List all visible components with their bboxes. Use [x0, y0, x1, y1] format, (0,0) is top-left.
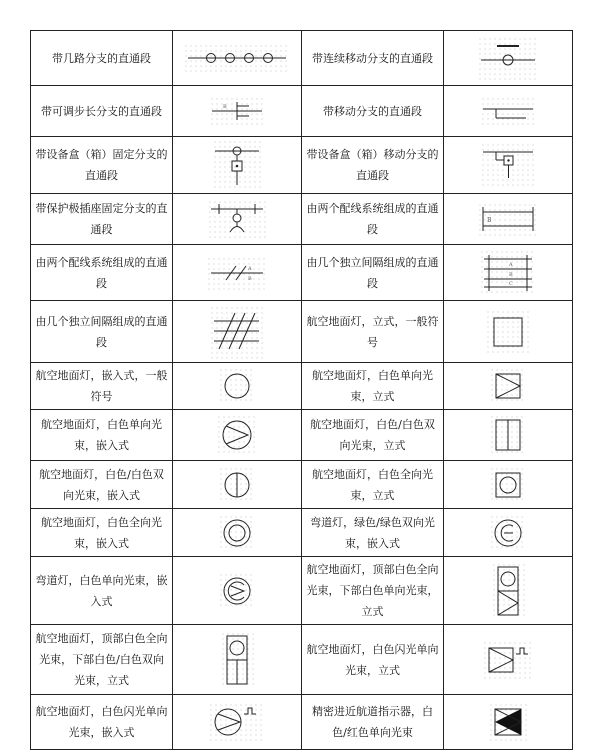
symbol-cell [173, 509, 302, 557]
svg-text:C: C [509, 280, 513, 287]
symbol-cell [444, 461, 573, 509]
symbol-description: 带设备盒（箱）固定分支的直通段 [31, 137, 173, 194]
busway-adjustable-step-branch-icon [209, 96, 265, 126]
table-row [31, 509, 573, 557]
table-row [31, 245, 573, 301]
symbol-description: 航空地面灯，嵌入式，一般符号 [31, 363, 173, 410]
table-row [31, 461, 573, 509]
symbol-description: 带连续移动分支的直通段 [302, 31, 444, 86]
svg-text:B: B [223, 104, 227, 110]
symbol-cell [444, 410, 573, 461]
symbol-cell [444, 245, 573, 301]
symbol-cell [173, 137, 302, 194]
symbol-description: 精密进近航道指示器，白色/红色单向光束 [302, 695, 444, 750]
table-row [31, 625, 573, 695]
busway-fixed-box-branch-icon [212, 139, 262, 191]
symbol-description: 带移动分支的直通段 [302, 86, 444, 137]
symbol-cell [173, 410, 302, 461]
symbol-description: 由两个配线系统组成的直通段 [31, 245, 173, 301]
symbol-description: 航空地面灯，白色单向光束，嵌入式 [31, 410, 173, 461]
aero-ground-light-inset-icon [218, 367, 256, 405]
white-omnidirectional-elevated-icon [489, 466, 527, 504]
symbol-cell [173, 301, 302, 363]
white-white-bidirectional-inset-icon [218, 466, 256, 504]
symbol-description: 航空地面灯，白色单向光束，立式 [302, 363, 444, 410]
symbol-description: 由几个独立间隔组成的直通段 [31, 301, 173, 363]
aero-ground-light-elevated-icon [485, 309, 531, 355]
busway-multi-branch-icon [183, 43, 291, 73]
white-white-bidirectional-elevated-icon [489, 414, 527, 456]
svg-text:A: A [509, 261, 513, 268]
papi-white-red-icon [488, 702, 528, 742]
symbol-description: 由几个独立间隔组成的直通段 [302, 245, 444, 301]
table-row [31, 363, 573, 410]
symbol-description: 带设备盒（箱）移动分支的直通段 [302, 137, 444, 194]
white-flashing-uni-elevated-icon [482, 640, 534, 680]
table-row [31, 31, 573, 86]
table-row [31, 557, 573, 625]
two-wiring-systems-icon-a [477, 202, 539, 236]
omni-top-bi-bottom-elevated-icon [220, 631, 254, 689]
symbol-cell [173, 625, 302, 695]
symbol-description: 航空地面灯，顶部白色全向光束，下部白色/白色双向光束，立式 [31, 625, 173, 695]
table-row [31, 410, 573, 461]
svg-text:A: A [248, 265, 252, 272]
symbol-cell [173, 245, 302, 301]
symbol-description: 航空地面灯，白色全向光束，立式 [302, 461, 444, 509]
svg-text:B: B [248, 275, 252, 282]
table-row [31, 695, 573, 750]
symbol-description: 由两个配线系统组成的直通段 [302, 194, 444, 245]
omni-top-uni-bottom-elevated-icon [491, 562, 525, 620]
white-omnidirectional-inset-icon [218, 514, 256, 552]
symbol-cell [444, 137, 573, 194]
symbol-cell [444, 31, 573, 86]
busway-moving-branch-icon [480, 96, 536, 126]
busway-moving-box-branch-icon [480, 142, 536, 188]
symbol-description: 带几路分支的直通段 [31, 31, 173, 86]
busway-continuous-moving-branch-icon [477, 36, 539, 80]
symbol-description: 航空地面灯，白色闪光单向光束，嵌入式 [31, 695, 173, 750]
symbol-cell [173, 194, 302, 245]
svg-text:B: B [509, 271, 513, 278]
symbol-description: 带保护极插座固定分支的直通段 [31, 194, 173, 245]
several-compartments-icon-b [209, 305, 265, 359]
symbol-cell [444, 86, 573, 137]
white-unidirectional-inset-icon [216, 414, 258, 456]
symbol-cell [444, 625, 573, 695]
symbol-cell [173, 557, 302, 625]
symbol-cell [173, 695, 302, 750]
symbol-cell [173, 363, 302, 410]
symbol-description: 航空地面灯，白色全向光束，嵌入式 [31, 509, 173, 557]
table-row [31, 137, 573, 194]
curve-white-unidirectional-inset-icon [218, 572, 256, 610]
curve-green-bidirectional-inset-icon [489, 514, 527, 552]
symbol-cell [173, 31, 302, 86]
symbol-cell [444, 557, 573, 625]
symbol-description: 航空地面灯，立式，一般符号 [302, 301, 444, 363]
symbol-cell [173, 86, 302, 137]
symbol-cell [444, 301, 573, 363]
symbol-table [30, 30, 573, 750]
table-row [31, 301, 573, 363]
symbol-description: 航空地面灯，白色闪光单向光束，立式 [302, 625, 444, 695]
symbol-description: 航空地面灯，白色/白色双向光束，嵌入式 [31, 461, 173, 509]
white-unidirectional-elevated-icon [489, 367, 527, 405]
symbol-cell [173, 461, 302, 509]
symbol-description: 带可调步长分支的直通段 [31, 86, 173, 137]
busway-protective-socket-branch-icon [207, 199, 267, 239]
white-flashing-uni-inset-icon [208, 702, 266, 742]
symbol-cell [444, 363, 573, 410]
several-compartments-icon-a [479, 249, 537, 297]
symbol-cell [444, 194, 573, 245]
symbol-description: 弯道灯，白色单向光束，嵌入式 [31, 557, 173, 625]
table-row [31, 194, 573, 245]
symbol-cell [444, 509, 573, 557]
svg-text:B: B [487, 217, 492, 224]
symbol-description: 航空地面灯，顶部白色全向光束，下部白色单向光束，立式 [302, 557, 444, 625]
symbol-cell [444, 695, 573, 750]
symbol-description: 弯道灯，绿色/绿色双向光束，嵌入式 [302, 509, 444, 557]
symbol-description: 航空地面灯，白色/白色双向光束，立式 [302, 410, 444, 461]
two-wiring-systems-icon-b [206, 256, 268, 290]
table-row [31, 86, 573, 137]
